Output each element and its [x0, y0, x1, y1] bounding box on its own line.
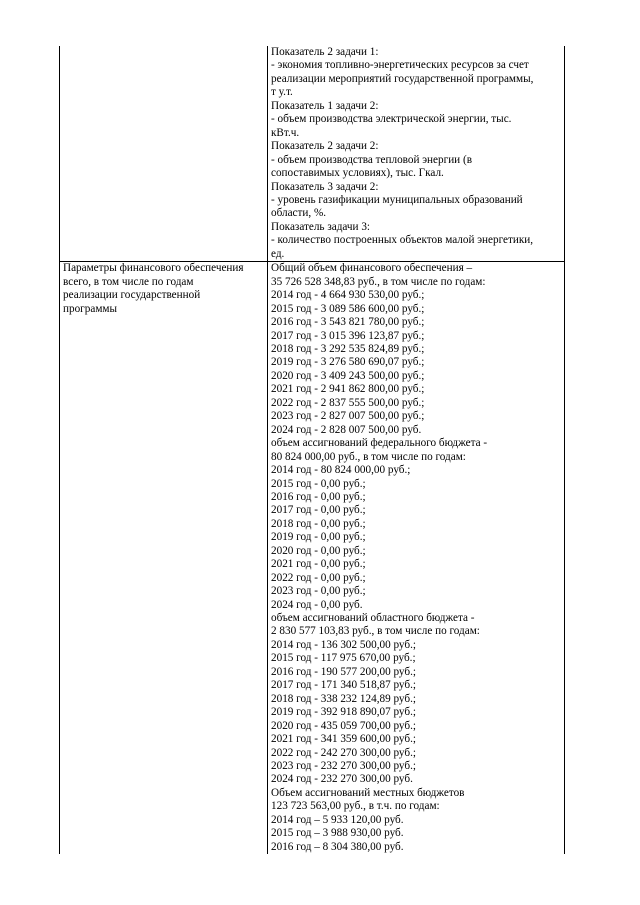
- text-line: 2017 год - 0,00 руб.;: [271, 504, 366, 517]
- text-line: реализации мероприятий государственной программы,: [271, 72, 534, 85]
- text-line: 2018 год - 338 232 124,89 руб.;: [271, 692, 416, 705]
- text-line: 2018 год - 0,00 руб.;: [271, 517, 366, 530]
- text-line: 2024 год - 0,00 руб.: [271, 598, 363, 611]
- text-line: 35 726 528 348,83 руб., в том числе по годам:: [271, 275, 486, 288]
- text-line: Параметры финансового обеспечения: [63, 262, 244, 275]
- text-line: 2 830 577 103,83 руб., в том числе по годам:: [271, 625, 480, 638]
- text-line: Показатель 2 задачи 2:: [271, 140, 379, 153]
- text-line: 2017 год - 171 340 518,87 руб.;: [271, 679, 416, 692]
- text-line: Показатель 3 задачи 2:: [271, 180, 379, 193]
- text-line: 2020 год - 0,00 руб.;: [271, 544, 366, 557]
- text-line: Объем ассигнований местных бюджетов: [271, 786, 465, 799]
- indicators-value-cell: [268, 46, 565, 262]
- program-passport-table: [59, 46, 565, 854]
- indicators-label-cell: [60, 46, 268, 262]
- text-line: 2019 год - 0,00 руб.;: [271, 531, 366, 544]
- text-line: всего, в том числе по годам: [63, 275, 194, 288]
- text-line: 2016 год - 0,00 руб.;: [271, 490, 366, 503]
- text-line: - объем производства электрической энергии, тыс.: [271, 113, 512, 126]
- text-line: 2020 год - 3 409 243 500,00 руб.;: [271, 369, 425, 382]
- text-line: Общий объем финансового обеспечения –: [271, 262, 473, 275]
- text-line: 2020 год - 435 059 700,00 руб.;: [271, 719, 416, 732]
- text-line: 2022 год - 2 837 555 500,00 руб.;: [271, 396, 425, 409]
- text-line: сопоставимых условиях), тыс. Гкал.: [271, 167, 444, 180]
- text-line: объем ассигнований областного бюджета -: [271, 612, 475, 625]
- text-line: 2021 год - 341 359 600,00 руб.;: [271, 733, 416, 746]
- text-line: 2014 год - 80 824 000,00 руб.;: [271, 464, 411, 477]
- text-line: 2022 год - 242 270 300,00 руб.;: [271, 746, 416, 759]
- text-line: 2023 год - 232 270 300,00 руб.;: [271, 760, 416, 773]
- text-line: 2017 год - 3 015 396 123,87 руб.;: [271, 329, 425, 342]
- text-line: программы: [63, 302, 117, 315]
- text-line: - уровень газификации муниципальных образований: [271, 193, 523, 206]
- text-line: 2014 год – 5 933 120,00 руб.: [271, 813, 404, 826]
- text-line: объем ассигнований федерального бюджета -: [271, 437, 488, 450]
- text-line: 2022 год - 0,00 руб.;: [271, 571, 366, 584]
- text-line: 2019 год - 3 276 580 690,07 руб.;: [271, 356, 425, 369]
- text-line: Показатель 1 задачи 2:: [271, 99, 379, 112]
- text-line: реализации государственной: [63, 289, 201, 302]
- table-row-indicators: [60, 46, 565, 262]
- text-line: - экономия топливно-энергетических ресурсов за счет: [271, 59, 529, 72]
- financing-value-cell: [268, 262, 565, 854]
- table-row-financing: [60, 262, 565, 854]
- text-line: 2015 год – 3 988 930,00 руб.: [271, 827, 404, 840]
- text-line: 2024 год - 232 270 300,00 руб.: [271, 773, 413, 786]
- text-line: т у.т.: [271, 86, 293, 99]
- text-line: 2016 год - 3 543 821 780,00 руб.;: [271, 316, 425, 329]
- text-line: 2016 год - 190 577 200,00 руб.;: [271, 665, 416, 678]
- text-line: - количество построенных объектов малой энергетики,: [271, 234, 534, 247]
- text-line: 2021 год - 2 941 862 800,00 руб.;: [271, 383, 425, 396]
- text-line: 2023 год - 0,00 руб.;: [271, 585, 366, 598]
- text-line: 2015 год - 117 975 670,00 руб.;: [271, 652, 416, 665]
- text-line: кВт.ч.: [271, 126, 300, 139]
- text-line: 2015 год - 3 089 586 600,00 руб.;: [271, 302, 425, 315]
- text-line: 80 824 000,00 руб., в том числе по годам:: [271, 450, 466, 463]
- text-line: 2021 год - 0,00 руб.;: [271, 558, 366, 571]
- text-line: 2024 год - 2 828 007 500,00 руб.: [271, 423, 422, 436]
- text-line: ед.: [271, 247, 285, 260]
- text-line: 2018 год - 3 292 535 824,89 руб.;: [271, 342, 425, 355]
- text-line: 2015 год - 0,00 руб.;: [271, 477, 366, 490]
- financing-label-cell: [60, 262, 268, 854]
- text-line: Показатель 2 задачи 1:: [271, 46, 379, 58]
- text-line: 2014 год - 136 302 500,00 руб.;: [271, 638, 416, 651]
- text-line: области, %.: [271, 207, 327, 220]
- text-line: - объем производства тепловой энергии (в: [271, 153, 472, 166]
- text-line: 2019 год - 392 918 890,07 руб.;: [271, 706, 416, 719]
- text-line: 2016 год – 8 304 380,00 руб.: [271, 840, 404, 853]
- text-line: 2014 год - 4 664 930 530,00 руб.;: [271, 289, 425, 302]
- text-line: 123 723 563,00 руб., в т.ч. по годам:: [271, 800, 440, 813]
- text-line: 2023 год - 2 827 007 500,00 руб.;: [271, 410, 425, 423]
- text-line: Показатель задачи 3:: [271, 220, 371, 233]
